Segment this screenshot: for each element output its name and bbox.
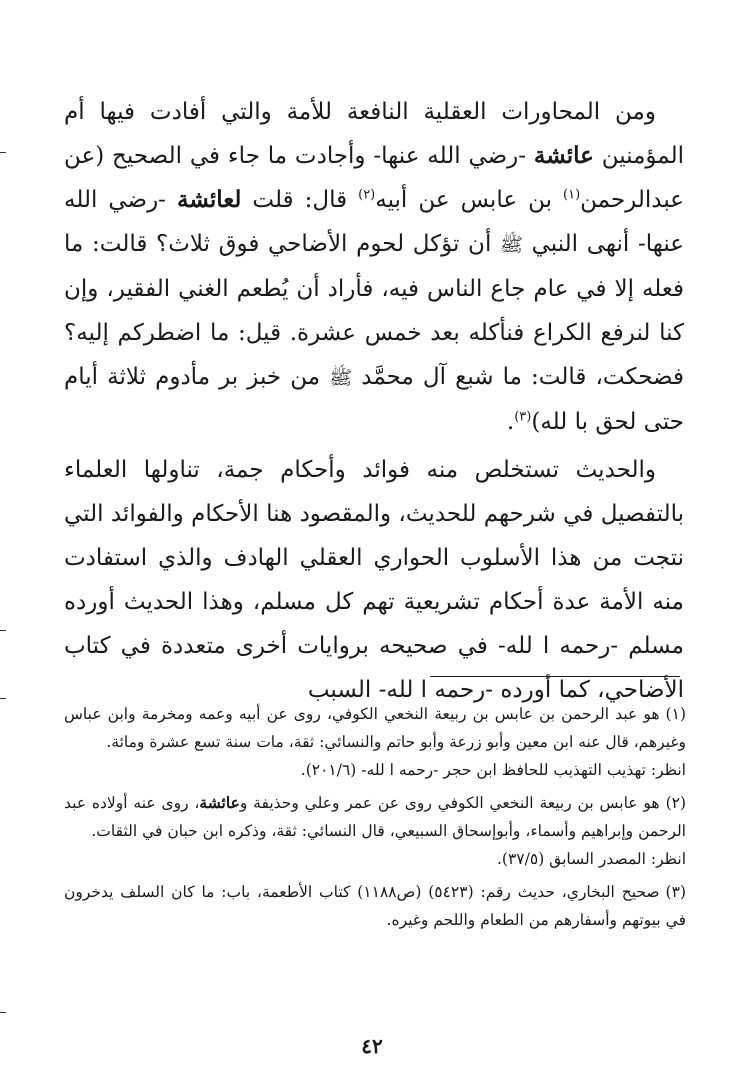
footnote-text: هو عابس بن ربيعة النخعي الكوفي روى عن عمر وعلي وحذيفة و [239,794,660,812]
footnote-text: صحيح البخاري، حديث رقم: (٥٤٢٣) (ص١١٨٨) كتاب الأطعمة، باب: ما كان السلف يدخرون في بيوتهم وأسفارهم من الطعام واللحم وغيره. [64,883,686,929]
text-run: من خبز بر مأدوم ثلاثة أيام حتى لحق با لله) [64,364,684,435]
salawat-glyph: ﷺ [329,367,353,389]
salawat-glyph: ﷺ [500,234,523,256]
footnotes [64,700,686,939]
text-run: -رضي الله عنها- أنهى النبي [64,187,684,257]
footnote-number: (١) [665,705,686,723]
footnote-number: (٢) [665,794,687,812]
footnote-ref-2[interactable]: (٢) [358,187,376,203]
main-text [64,90,684,712]
footnote-1 [64,700,686,784]
page-number: ٤٢ [361,1034,383,1058]
paragraph-2: والحديث تستخلص منه فوائد وأحكام جمة، تناولها العلماء بالتفصيل في شرحهم للحديث، والمقصود هنا الأحكام والفوائد التي نتجت من هذا الأسلوب الحواري العقلي الهادف والذي استفادت منه الأمة عدة أحكام تشريعية تهم كل مسلم، وهذا الحديث أورده مسلم -رحمه ا لله- في صحيحه بروايات أخرى متعددة في كتاب الأضاحي، كما أورده -رحمه ا لله- السبب [64,457,684,703]
footnote-number: (٣) [665,883,686,901]
scan-edge-mark [0,152,6,153]
paragraph-1 [64,90,684,444]
text-run: . [506,409,515,435]
footnote-text: هو عبد الرحمن بن عابس بن ربيعة النخعي الكوفي، روى عن أبيه وعمه ومخرمة وابن عباس وغيرهم، قال عنه ابن معين وأبو زرعة وأبو حاتم والنسائي: ثقة، مات سنة تسع عشرة ومائة. [64,705,686,751]
footnote-ref-1[interactable]: (١) [563,187,581,203]
name-aisha-bold: لعائشة [176,186,242,213]
text-run: ومن المحاورات العقلية النافعة للأمة والتي أفادت فيها أم المؤمنين [64,99,684,169]
footnote-ref-3[interactable]: (٣) [514,409,532,425]
scan-edge-mark [0,630,6,631]
text-run: أن تؤكل لحوم الأضاحي فوق ثلاث؟ قالت: ما فعله إلا في عام جاع الناس فيه، فأراد أن يُطعم الغني الفقير، وإن كنا لنرفع الكراع فنأكله بعد خمس عشرة. قيل: ما اضطركم إليه؟ فضحكت، قالت: ما شبع آل محمَّد [64,231,684,390]
footnote-source: انظر: تهذيب التهذيب للحافظ ابن حجر -رحمه ا لله- (٢٠١/٦). [300,761,686,779]
text-run: -رضي الله عنها- وأجادت ما جاء في الصحيح (عن عبدالرحمن [64,143,685,213]
name-aisha-bold: عائشة [533,142,594,169]
scan-edge-mark [0,698,6,699]
footnote-text: ، روى عنه أولاده عبد الرحمن وإبراهيم وأسماء، وأبوإسحاق السبيعي، قال النسائي: ثقة، وذكره ابن حبان في الثقات. [64,794,686,840]
footnote-3 [64,878,686,934]
footnote-source: انظر: المصدر السابق (٣٧/٥). [497,850,686,868]
scan-edge-mark [0,1012,6,1013]
footnote-divider [430,676,680,677]
footnote-2 [64,789,686,873]
text-run: بن عابس عن أبيه [375,187,564,213]
text-run: قال: قلت [241,187,359,213]
name-aisha-bold: عائشة [199,793,240,812]
